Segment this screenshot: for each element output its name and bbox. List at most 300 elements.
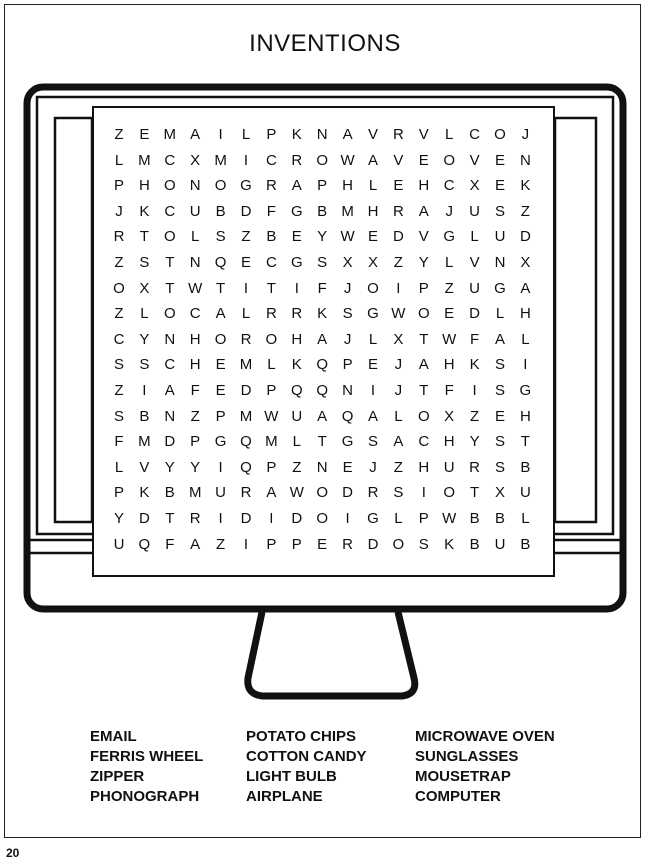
- grid-cell[interactable]: I: [218, 458, 223, 476]
- grid-cell[interactable]: O: [163, 177, 176, 195]
- grid-cell[interactable]: C: [164, 151, 176, 169]
- grid-cell[interactable]: E: [393, 177, 404, 195]
- grid-cell[interactable]: X: [520, 254, 531, 271]
- grid-cell[interactable]: E: [317, 535, 328, 553]
- grid-cell[interactable]: M: [163, 126, 177, 143]
- grid-cell[interactable]: Z: [241, 228, 251, 246]
- grid-cell[interactable]: H: [189, 356, 201, 374]
- grid-cell[interactable]: C: [469, 126, 481, 143]
- grid-cell[interactable]: B: [164, 484, 175, 502]
- grid-cell[interactable]: J: [521, 126, 530, 143]
- grid-cell[interactable]: Z: [114, 382, 124, 399]
- grid-cell[interactable]: D: [469, 305, 481, 323]
- grid-cell[interactable]: A: [266, 484, 277, 502]
- grid-cell[interactable]: K: [139, 484, 150, 502]
- grid-cell[interactable]: Z: [444, 279, 454, 297]
- grid-cell[interactable]: T: [520, 433, 530, 451]
- grid-cell[interactable]: Z: [393, 254, 403, 271]
- grid-cell[interactable]: G: [367, 510, 379, 527]
- grid-cell[interactable]: I: [396, 279, 401, 297]
- grid-cell[interactable]: N: [189, 254, 201, 271]
- grid-cell[interactable]: G: [519, 382, 532, 399]
- grid-cell[interactable]: J: [445, 202, 453, 220]
- grid-cell[interactable]: L: [191, 228, 200, 246]
- grid-cell[interactable]: M: [239, 407, 253, 425]
- grid-cell[interactable]: S: [494, 202, 505, 220]
- grid-cell[interactable]: L: [114, 458, 124, 476]
- grid-cell[interactable]: X: [444, 407, 455, 425]
- grid-cell[interactable]: X: [469, 177, 480, 195]
- grid-cell[interactable]: U: [494, 228, 506, 246]
- grid-cell[interactable]: K: [520, 177, 531, 195]
- grid-cell[interactable]: Y: [113, 510, 124, 527]
- grid-cell[interactable]: R: [113, 228, 125, 246]
- grid-cell[interactable]: W: [264, 407, 279, 425]
- grid-cell[interactable]: U: [443, 458, 455, 476]
- grid-cell[interactable]: A: [367, 151, 378, 169]
- grid-cell[interactable]: Z: [190, 407, 200, 425]
- grid-cell[interactable]: I: [243, 279, 249, 297]
- grid-cell[interactable]: X: [190, 151, 201, 169]
- grid-cell[interactable]: U: [469, 279, 481, 297]
- grid-cell[interactable]: Q: [290, 382, 303, 399]
- grid-cell[interactable]: B: [215, 202, 226, 220]
- grid-cell[interactable]: Y: [469, 433, 480, 451]
- grid-cell[interactable]: A: [418, 356, 429, 374]
- grid-cell[interactable]: O: [417, 407, 430, 425]
- grid-cell[interactable]: G: [341, 433, 354, 451]
- grid-cell[interactable]: A: [418, 202, 429, 220]
- grid-cell[interactable]: D: [291, 510, 303, 527]
- grid-cell[interactable]: G: [240, 177, 252, 195]
- grid-cell[interactable]: A: [190, 126, 201, 143]
- grid-cell[interactable]: Q: [214, 254, 227, 271]
- grid-cell[interactable]: A: [342, 126, 353, 143]
- grid-cell[interactable]: R: [291, 305, 303, 323]
- grid-cell[interactable]: P: [190, 433, 201, 451]
- grid-cell[interactable]: F: [190, 382, 200, 399]
- grid-cell[interactable]: X: [139, 279, 150, 297]
- grid-cell[interactable]: L: [394, 510, 403, 527]
- grid-cell[interactable]: Y: [139, 330, 150, 348]
- grid-cell[interactable]: A: [317, 330, 328, 348]
- grid-cell[interactable]: B: [469, 510, 480, 527]
- grid-cell[interactable]: C: [265, 254, 277, 271]
- grid-cell[interactable]: W: [289, 484, 304, 502]
- grid-cell[interactable]: D: [342, 484, 354, 502]
- grid-cell[interactable]: M: [138, 433, 151, 451]
- grid-cell[interactable]: A: [190, 535, 201, 553]
- grid-cell[interactable]: S: [139, 356, 150, 374]
- grid-cell[interactable]: I: [421, 484, 426, 502]
- grid-cell[interactable]: I: [243, 535, 249, 553]
- grid-cell[interactable]: C: [164, 202, 176, 220]
- grid-cell[interactable]: I: [370, 382, 376, 399]
- grid-cell[interactable]: W: [442, 510, 457, 527]
- grid-cell[interactable]: T: [165, 510, 175, 527]
- grid-cell[interactable]: Z: [216, 535, 226, 553]
- grid-cell[interactable]: N: [342, 382, 354, 399]
- grid-cell[interactable]: Z: [393, 458, 403, 476]
- grid-cell[interactable]: A: [393, 433, 404, 451]
- grid-cell[interactable]: L: [368, 177, 378, 195]
- grid-cell[interactable]: V: [393, 151, 404, 169]
- grid-cell[interactable]: X: [494, 484, 505, 502]
- grid-cell[interactable]: J: [394, 382, 403, 399]
- grid-cell[interactable]: H: [138, 177, 150, 195]
- grid-cell[interactable]: G: [214, 433, 227, 451]
- grid-cell[interactable]: V: [469, 254, 480, 271]
- grid-cell[interactable]: D: [367, 535, 379, 553]
- grid-cell[interactable]: E: [291, 228, 302, 246]
- grid-cell[interactable]: P: [113, 177, 124, 195]
- grid-cell[interactable]: G: [290, 202, 303, 220]
- grid-cell[interactable]: L: [140, 305, 149, 323]
- grid-cell[interactable]: O: [265, 330, 278, 348]
- grid-cell[interactable]: I: [269, 510, 274, 527]
- grid-cell[interactable]: W: [340, 151, 355, 169]
- grid-cell[interactable]: N: [164, 330, 176, 348]
- grid-cell[interactable]: B: [317, 202, 328, 220]
- grid-cell[interactable]: G: [290, 254, 303, 271]
- grid-cell[interactable]: D: [240, 382, 252, 399]
- grid-cell[interactable]: P: [317, 177, 328, 195]
- grid-cell[interactable]: E: [494, 407, 505, 425]
- grid-cell[interactable]: J: [343, 279, 352, 297]
- grid-cell[interactable]: Z: [470, 407, 480, 425]
- grid-cell[interactable]: L: [445, 126, 454, 143]
- grid-cell[interactable]: T: [419, 330, 429, 348]
- grid-cell[interactable]: P: [215, 407, 226, 425]
- grid-cell[interactable]: S: [418, 535, 429, 553]
- grid-cell[interactable]: P: [266, 126, 277, 143]
- grid-cell[interactable]: S: [494, 356, 505, 374]
- grid-cell[interactable]: L: [241, 305, 251, 323]
- grid-cell[interactable]: S: [113, 407, 124, 425]
- grid-cell[interactable]: D: [240, 510, 252, 527]
- word-list-item: LIGHT BULB: [246, 768, 337, 785]
- word-list-item: POTATO CHIPS: [246, 728, 357, 745]
- grid-cell[interactable]: C: [164, 356, 176, 374]
- grid-cell[interactable]: Q: [316, 356, 329, 374]
- grid-cell[interactable]: H: [291, 330, 303, 348]
- grid-cell[interactable]: Y: [164, 458, 175, 476]
- grid-cell[interactable]: J: [369, 458, 377, 476]
- grid-cell[interactable]: P: [342, 356, 353, 374]
- grid-cell[interactable]: F: [317, 279, 327, 297]
- word-list-item: SUNGLASSES: [415, 748, 519, 765]
- grid-cell[interactable]: E: [418, 151, 429, 169]
- grid-cell[interactable]: E: [494, 151, 505, 169]
- grid-cell[interactable]: Z: [520, 202, 530, 220]
- grid-cell[interactable]: L: [368, 330, 378, 348]
- grid-cell[interactable]: O: [316, 151, 329, 169]
- grid-cell[interactable]: L: [521, 330, 530, 348]
- grid-cell[interactable]: D: [392, 228, 404, 246]
- grid-cell[interactable]: J: [343, 330, 352, 348]
- grid-cell[interactable]: P: [418, 279, 429, 297]
- page-number: 20: [6, 846, 20, 860]
- grid-cell[interactable]: P: [266, 458, 277, 476]
- grid-cell[interactable]: U: [189, 202, 201, 220]
- grid-cell[interactable]: M: [341, 202, 354, 220]
- grid-cell[interactable]: Z: [292, 458, 302, 476]
- grid-cell[interactable]: A: [291, 177, 302, 195]
- grid-cell[interactable]: O: [417, 305, 430, 323]
- grid-cell[interactable]: U: [291, 407, 303, 425]
- grid-cell[interactable]: F: [444, 382, 454, 399]
- grid-cell[interactable]: B: [494, 510, 505, 527]
- grid-cell[interactable]: O: [316, 484, 329, 502]
- grid-cell[interactable]: C: [265, 151, 277, 169]
- grid-cell[interactable]: P: [113, 484, 124, 502]
- grid-cell[interactable]: B: [520, 535, 531, 553]
- grid-cell[interactable]: E: [240, 254, 251, 271]
- word-list-column-2: [246, 727, 367, 807]
- grid-cell[interactable]: Y: [418, 254, 429, 271]
- grid-cell[interactable]: G: [494, 279, 506, 297]
- grid-cell[interactable]: A: [520, 279, 531, 297]
- grid-cell[interactable]: R: [469, 458, 481, 476]
- grid-cell[interactable]: I: [218, 126, 223, 143]
- grid-cell[interactable]: G: [367, 305, 379, 323]
- grid-cell[interactable]: I: [142, 382, 147, 399]
- grid-cell[interactable]: F: [266, 202, 276, 220]
- word-list-item: COMPUTER: [415, 788, 501, 805]
- grid-cell[interactable]: R: [392, 202, 404, 220]
- grid-cell[interactable]: E: [494, 177, 505, 195]
- grid-cell[interactable]: Z: [114, 254, 124, 271]
- grid-cell[interactable]: H: [443, 433, 455, 451]
- grid-cell[interactable]: L: [495, 305, 505, 323]
- grid-cell[interactable]: D: [519, 228, 531, 246]
- grid-cell[interactable]: L: [292, 433, 301, 451]
- grid-cell[interactable]: X: [367, 254, 378, 271]
- grid-cell[interactable]: P: [418, 510, 429, 527]
- grid-cell[interactable]: L: [267, 356, 276, 374]
- grid-cell[interactable]: C: [113, 330, 125, 348]
- grid-cell[interactable]: H: [342, 177, 354, 195]
- grid-cell[interactable]: P: [266, 382, 277, 399]
- grid-cell[interactable]: S: [342, 305, 353, 323]
- grid-cell[interactable]: N: [189, 177, 201, 195]
- grid-cell[interactable]: S: [393, 484, 404, 502]
- grid-cell[interactable]: Y: [317, 228, 328, 246]
- grid-cell[interactable]: O: [494, 126, 506, 143]
- grid-cell[interactable]: P: [291, 535, 302, 553]
- grid-cell[interactable]: T: [317, 433, 327, 451]
- grid-cell[interactable]: E: [444, 305, 455, 323]
- grid-cell[interactable]: Y: [190, 458, 201, 476]
- grid-cell[interactable]: O: [443, 151, 456, 169]
- grid-cell[interactable]: H: [418, 177, 430, 195]
- grid-cell[interactable]: E: [215, 356, 226, 374]
- grid-cell[interactable]: H: [367, 202, 379, 220]
- grid-cell[interactable]: V: [139, 458, 150, 476]
- grid-cell[interactable]: S: [494, 433, 505, 451]
- grid-cell[interactable]: O: [163, 305, 176, 323]
- grid-cell[interactable]: N: [316, 458, 328, 476]
- grid-cell[interactable]: B: [520, 458, 531, 476]
- grid-cell[interactable]: R: [265, 305, 277, 323]
- grid-cell[interactable]: A: [317, 407, 328, 425]
- grid-cell[interactable]: C: [189, 305, 201, 323]
- grid-cell[interactable]: M: [138, 151, 151, 169]
- grid-cell[interactable]: N: [316, 126, 328, 143]
- grid-cell[interactable]: O: [214, 330, 227, 348]
- page-title: INVENTIONS: [249, 30, 401, 57]
- grid-cell[interactable]: T: [419, 382, 429, 399]
- grid-cell[interactable]: C: [418, 433, 430, 451]
- grid-cell[interactable]: O: [367, 279, 379, 297]
- grid-cell[interactable]: O: [443, 484, 456, 502]
- grid-cell[interactable]: A: [367, 407, 378, 425]
- grid-cell[interactable]: F: [165, 535, 175, 553]
- grid-cell[interactable]: T: [470, 484, 480, 502]
- grid-cell[interactable]: V: [367, 126, 378, 143]
- grid-cell[interactable]: J: [115, 202, 123, 220]
- monitor-side-panel-left: [55, 118, 92, 522]
- grid-cell[interactable]: B: [266, 228, 277, 246]
- grid-cell[interactable]: D: [164, 433, 176, 451]
- grid-cell[interactable]: S: [113, 356, 124, 374]
- grid-cell[interactable]: W: [391, 305, 406, 323]
- grid-cell[interactable]: N: [494, 254, 506, 271]
- grid-cell[interactable]: R: [291, 151, 303, 169]
- grid-cell[interactable]: I: [523, 356, 528, 374]
- grid-cell[interactable]: E: [367, 228, 378, 246]
- grid-cell[interactable]: Q: [341, 407, 354, 425]
- grid-cell[interactable]: R: [342, 535, 354, 553]
- grid-cell[interactable]: M: [239, 356, 253, 374]
- grid-cell[interactable]: J: [394, 356, 403, 374]
- grid-cell[interactable]: O: [214, 177, 227, 195]
- grid-cell[interactable]: S: [215, 228, 226, 246]
- grid-cell[interactable]: Z: [114, 126, 124, 143]
- grid-cell[interactable]: B: [469, 535, 480, 553]
- grid-cell[interactable]: K: [444, 535, 455, 553]
- grid-cell[interactable]: B: [139, 407, 150, 425]
- grid-cell[interactable]: D: [240, 202, 252, 220]
- grid-cell[interactable]: U: [494, 535, 506, 553]
- grid-cell[interactable]: G: [443, 228, 456, 246]
- grid-cell[interactable]: L: [394, 407, 403, 425]
- grid-cell[interactable]: H: [519, 407, 531, 425]
- grid-cell[interactable]: L: [445, 254, 454, 271]
- grid-cell[interactable]: X: [393, 330, 404, 348]
- grid-cell[interactable]: U: [113, 535, 125, 553]
- grid-cell[interactable]: S: [139, 254, 150, 271]
- grid-cell[interactable]: W: [442, 330, 457, 348]
- grid-cell[interactable]: V: [469, 151, 480, 169]
- grid-cell[interactable]: H: [418, 458, 430, 476]
- grid-cell[interactable]: K: [139, 202, 150, 220]
- grid-cell[interactable]: W: [340, 228, 355, 246]
- grid-cell[interactable]: E: [367, 356, 378, 374]
- grid-cell[interactable]: F: [470, 330, 480, 348]
- grid-cell[interactable]: H: [189, 330, 201, 348]
- grid-cell[interactable]: P: [266, 535, 277, 553]
- grid-cell[interactable]: A: [494, 330, 505, 348]
- grid-cell[interactable]: E: [139, 126, 150, 143]
- grid-cell[interactable]: O: [392, 535, 405, 553]
- grid-cell[interactable]: E: [342, 458, 353, 476]
- grid-cell[interactable]: D: [138, 510, 150, 527]
- grid-cell[interactable]: S: [317, 254, 328, 271]
- grid-cell[interactable]: L: [114, 151, 124, 169]
- grid-cell[interactable]: L: [521, 510, 530, 527]
- grid-cell[interactable]: I: [345, 510, 350, 527]
- grid-cell[interactable]: I: [294, 279, 299, 297]
- grid-cell[interactable]: F: [114, 433, 124, 451]
- grid-cell[interactable]: R: [240, 484, 252, 502]
- grid-cell[interactable]: U: [469, 202, 481, 220]
- grid-cell[interactable]: I: [472, 382, 477, 399]
- grid-cell[interactable]: O: [163, 228, 176, 246]
- grid-cell[interactable]: R: [367, 484, 379, 502]
- grid-cell[interactable]: Z: [114, 305, 124, 323]
- monitor-stand: [248, 612, 415, 696]
- grid-cell[interactable]: L: [470, 228, 479, 246]
- grid-cell[interactable]: R: [189, 510, 201, 527]
- grid-cell[interactable]: M: [265, 433, 278, 451]
- word-list-item: ZIPPER: [90, 768, 145, 785]
- grid-cell[interactable]: H: [443, 356, 455, 374]
- grid-cell[interactable]: Q: [240, 458, 252, 476]
- grid-cell[interactable]: X: [342, 254, 353, 271]
- grid-cell[interactable]: S: [494, 382, 505, 399]
- grid-cell[interactable]: U: [519, 484, 531, 502]
- grid-cell[interactable]: T: [216, 279, 226, 297]
- grid-cell[interactable]: I: [243, 151, 249, 169]
- grid-cell[interactable]: R: [265, 177, 277, 195]
- grid-cell[interactable]: K: [469, 356, 480, 374]
- grid-cell[interactable]: T: [266, 279, 276, 297]
- grid-cell[interactable]: T: [165, 254, 175, 271]
- grid-cell[interactable]: K: [291, 356, 302, 374]
- grid-cell[interactable]: T: [165, 279, 175, 297]
- grid-cell[interactable]: Q: [316, 382, 329, 399]
- grid-cell[interactable]: Q: [240, 433, 252, 451]
- grid-cell[interactable]: U: [215, 484, 227, 502]
- grid-cell[interactable]: E: [215, 382, 226, 399]
- grid-cell[interactable]: N: [164, 407, 176, 425]
- grid-cell[interactable]: S: [494, 458, 505, 476]
- grid-cell[interactable]: Q: [138, 535, 151, 553]
- grid-cell[interactable]: V: [418, 126, 429, 143]
- grid-cell[interactable]: N: [519, 151, 531, 169]
- grid-cell[interactable]: M: [214, 151, 227, 169]
- grid-cell[interactable]: I: [218, 510, 223, 527]
- grid-cell[interactable]: W: [188, 279, 203, 297]
- grid-cell[interactable]: O: [316, 510, 329, 527]
- grid-cell[interactable]: C: [443, 177, 455, 195]
- grid-cell[interactable]: R: [240, 330, 252, 348]
- grid-cell[interactable]: A: [164, 382, 175, 399]
- grid-cell[interactable]: S: [367, 433, 378, 451]
- grid-cell[interactable]: L: [241, 126, 251, 143]
- grid-cell[interactable]: K: [317, 305, 328, 323]
- grid-cell[interactable]: K: [291, 126, 302, 143]
- grid-cell[interactable]: O: [113, 279, 125, 297]
- grid-cell[interactable]: T: [139, 228, 149, 246]
- grid-cell[interactable]: V: [418, 228, 429, 246]
- grid-cell[interactable]: H: [519, 305, 531, 323]
- word-search-grid[interactable]: [92, 106, 555, 577]
- grid-cell[interactable]: M: [188, 484, 202, 502]
- grid-cell[interactable]: A: [215, 305, 226, 323]
- grid-cell[interactable]: R: [392, 126, 404, 143]
